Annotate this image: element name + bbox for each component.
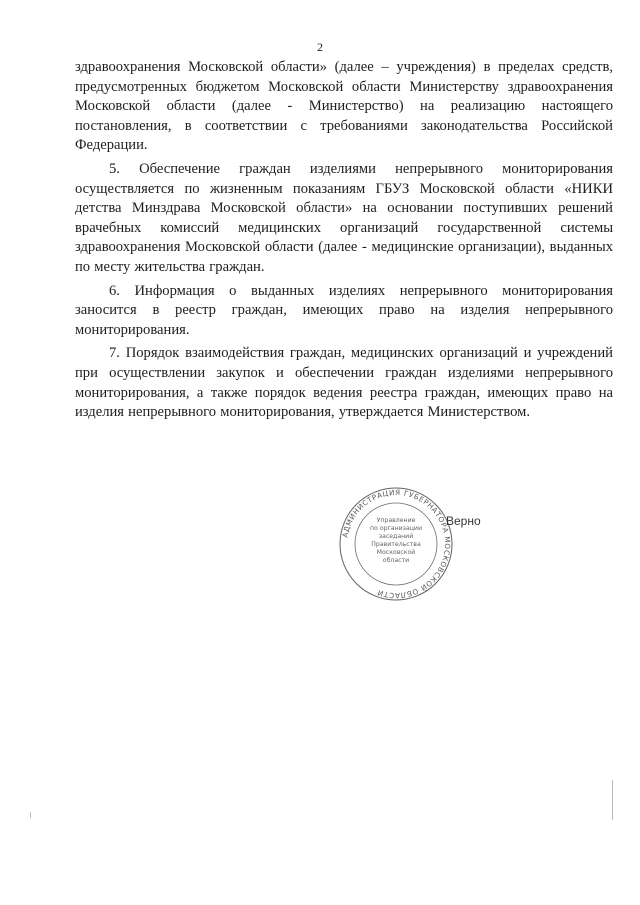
seal-graphic xyxy=(338,486,454,602)
seal-inner-line-4: Правительства xyxy=(371,541,421,548)
paragraph-item-7: 7. Порядок взаимодействия граждан, медицинских организаций и учреждений при осуществлении закупок и обеспечении граждан изделиями непрерывного мониторирования, а также порядок ведения реестра граждан, имеющих право на изделия непрерывного мониторирования, утверждается Министерством. xyxy=(75,345,613,421)
seal-inner-line-6: области xyxy=(382,557,410,564)
paragraph-continuation: здравоохранения Московской области» (далее – учреждения) в пределах средств, предусмотренных бюджетом Московской области Министерству здравоохранения Московской области (далее - Министерство) на реализацию настоящего постановления, в соответствии с требованиями законодательства Российской Федерации. xyxy=(75,59,613,154)
seal-inner-line-2: по организации xyxy=(370,525,422,532)
page-number: 2 xyxy=(317,40,323,54)
seal-inner-line-3: заседаний xyxy=(378,533,414,540)
certification-mark: Верно xyxy=(446,514,481,528)
paragraph-item-5: 5. Обеспечение граждан изделиями непрерывного мониторирования осуществляется по жизненным показаниям ГБУЗ Московской области «НИКИ детства Минздрава Московской области» на основании поступивших решений врачебных комиссий медицинских организаций государственной системы здравоохранения Московской области (далее - медицинские организации), выданных по месту жительства граждан. xyxy=(75,160,613,275)
official-seal-stamp xyxy=(338,486,454,602)
paragraph-item-6: 6. Информация о выданных изделиях непрерывного мониторирования заносится в реестр граждан, имеющих право на изделия непрерывного мониторирования. xyxy=(75,282,613,338)
scan-artifact xyxy=(612,780,613,820)
seal-inner-line-5: Московской xyxy=(376,549,416,556)
seal-inner-line-1: Управление xyxy=(376,517,416,524)
scan-artifact xyxy=(30,812,31,818)
seal-outer-text: АДМИНИСТРАЦИЯ ГУБЕРНАТОРА МОСКОВСКОЙ ОБЛАСТИ xyxy=(340,487,453,601)
document-body xyxy=(75,58,613,427)
